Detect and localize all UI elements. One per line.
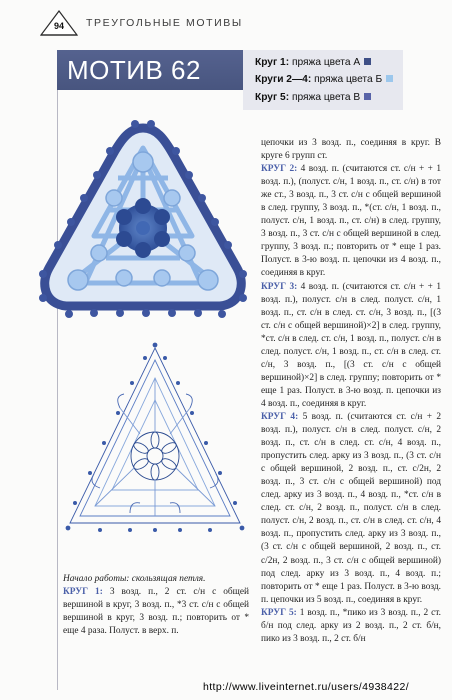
page-number-badge — [40, 10, 78, 36]
round-5-text: 1 возд. п., *пико из 3 возд. п., 2 ст. б/н под след. арку из 2 возд. п., 2 ст. б/н, пико из 3 возд. п., 2 ст. б/н — [261, 607, 441, 644]
round-1-label: КРУГ 1: — [63, 587, 103, 598]
page-number: 94 — [53, 21, 64, 31]
motif-photo — [34, 118, 252, 318]
round-5-instruction — [261, 607, 441, 646]
round-3-text: 4 возд. п. (считаются ст. с/н + + 1 возд. п.), полуст. с/н в след. полуст. с/н, 1 возд. п., ст. с/н в след. ст. с/н, 3 возд. п., [(3 ст. с/н с общей вершиной)×2] в след. группу, *ст. с/н в след. ст. с/н, 1 возд. п., полуст. с/н в след. полуст. с/н, 1 возд. п., ст. с/н в след. ст. с/н, 3 возд. п., [(3 ст. с/н с общей вершиной)×2] в след. группу; повторить от * еще 1 раз. Полуст. в 3-ю возд. п. цепочки из 4 возд. п., соединяя в круг. — [261, 281, 442, 409]
crochet-chart — [60, 338, 250, 538]
title-band — [57, 50, 243, 90]
section-title: ТРЕУГОЛЬНЫЕ МОТИВЫ — [86, 17, 243, 29]
legend-row-round2-4: Круги 2—4: пряжа цвета Б — [255, 74, 393, 85]
round-1-text: 3 возд. п., 2 ст. с/н с общей вершиной в круг, 3 возд. п., *3 ст. с/н с общей вершиной в круг, 3 возд. п.; повторить от * еще 4 раза. Полуст. в верх. п. — [63, 587, 249, 637]
round-1-continuation: цепочки из 3 возд. п., соединяя в круг. В круге 6 групп ст. — [261, 138, 441, 162]
source-url: http://www.liveinternet.ru/users/4938422/ — [203, 681, 410, 693]
round-1-instruction — [63, 586, 249, 638]
round-2-label: КРУГ 2: — [261, 164, 298, 175]
round-2-text: 4 возд. п. (считаются ст. с/н + + 1 возд. п.), (полуст. с/н, 1 возд. п., ст. с/н) в тот же ст., 3 возд. п., 3 ст. с/н с общей вершиной в след. группу, 3 возд. п., *(ст. с/н, 1 возд. п., полуст. с/н, 1 возд. п., ст. с/н) в след. группу, 3 возд. п., 3 ст. с/н с общей вершиной в след. группу, 3 возд. п.; повторить от * еще 1 раз. Полуст. в 3-ю возд. п. цепочки из 4 возд. п., соединяя в круг. — [261, 164, 442, 279]
legend-row-round1: Круг 1: пряжа цвета А — [255, 57, 371, 68]
round-3-label: КРУГ 3: — [261, 281, 298, 292]
round-4-instruction — [261, 411, 441, 607]
round-2-instruction — [261, 163, 441, 280]
right-text-column — [261, 137, 441, 646]
round-5-label: КРУГ 5: — [261, 607, 297, 618]
color-swatch-c — [364, 93, 371, 100]
round-4-text: 5 возд. п. (считаются ст. с/н + 2 возд. п.), полуст. с/н в след. полуст. с/н, 2 возд. п., ст. с/н в след. ст. с/н, 4 возд. п., пропустить след. арку из 3 возд. п., (3 ст. с/н с общей вершиной, 2 возд. п., ст. с/2н, 2 возд. п., 3 ст. с/н с общей вершиной) под след. арку из 3 возд. п., 4 возд. п., *ст. с/н в след. ст. с/н, 2 возд. п., полуст. с/н в след. полуст. с/н, 2 возд. п., ст. с/н в след. ст. с/н, 4 возд. п., пропустить след. арку из 3 возд. п., (3 ст. с/н с общей вершиной, 2 возд. п., ст. с/2н, 2 возд. п., 3 ст. с/н с общей вершиной) под след. арку из 3 возд. п., 4 возд. п.; повторить от * еще 1 раз. Полуст. в 3-ю возд. п. цепочки из 5 возд. п., соединяя в круг. — [261, 411, 442, 605]
yarn-legend — [243, 50, 403, 110]
round-3-instruction — [261, 281, 441, 411]
round-4-label: КРУГ 4: — [261, 411, 299, 422]
color-swatch-a — [364, 58, 371, 65]
start-instruction: Начало работы: скользящая петля. — [63, 574, 206, 584]
color-swatch-b — [386, 75, 393, 82]
legend-row-round5: Круг 5: пряжа цвета В — [255, 92, 371, 103]
left-text-column — [63, 573, 249, 638]
motif-title: МОТИВ 62 — [67, 55, 201, 85]
